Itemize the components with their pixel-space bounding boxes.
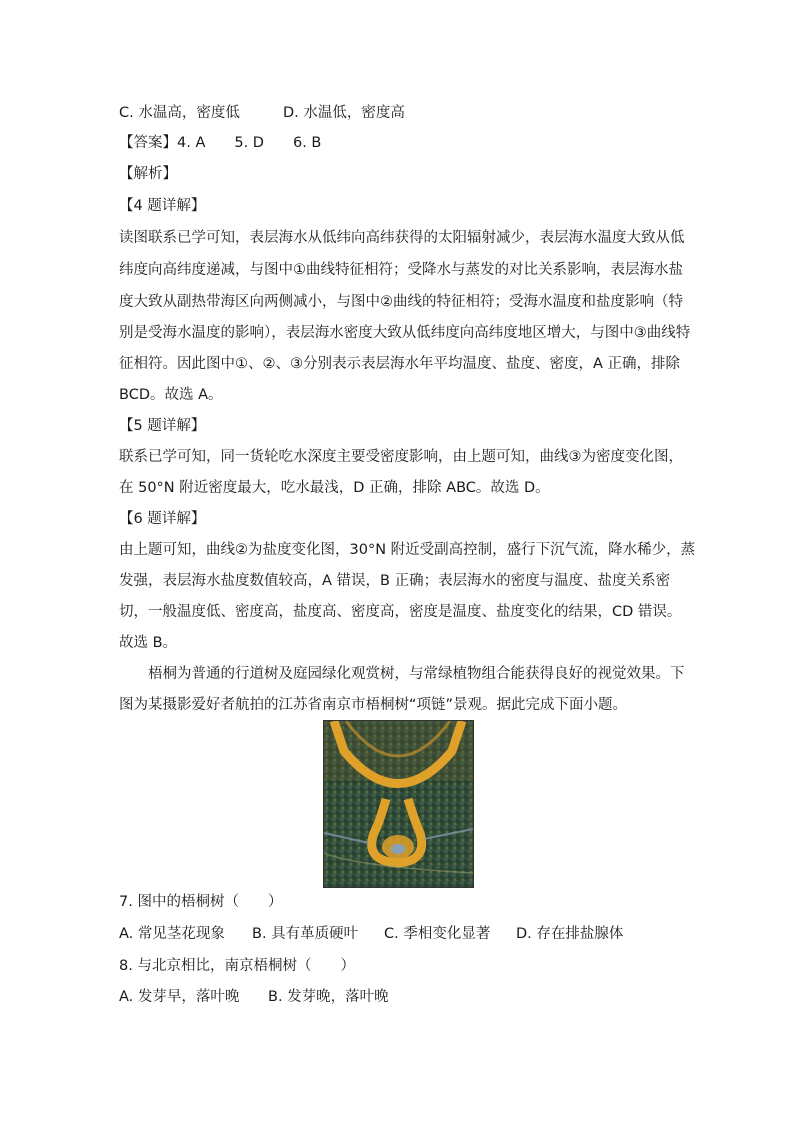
q4-line: 别是受海水温度的影响），表层海水密度大致从低纬度向高纬度地区增大，与图中③曲线特 (119, 325, 691, 341)
q5-line: 在 50°N 附近密度最大，吃水最浅，D 正确，排除 ABC。故选 D。 (119, 480, 550, 496)
q7-option-a[interactable]: A. 常见茎花现象 (119, 926, 225, 942)
q6-line: 由上题可知，曲线②为盐度变化图，30°N 附近受副高控制，盛行下沉气流，降水稀少，蒸 (119, 542, 696, 558)
intro-line: 梧桐为普通的行道树及庭园绿化观赏树，与常绿植物组合能获得良好的视觉效果。下 (148, 666, 685, 682)
option-c: C. 水温高，密度低 (119, 105, 240, 121)
option-d: D. 水温低，密度高 (283, 105, 405, 121)
q6-heading: 【6 题详解】 (119, 511, 206, 527)
q4-line: 读图联系已学可知，表层海水从低纬向高纬获得的太阳辐射减少，表层海水温度大致从低 (119, 230, 685, 246)
q6-line: 切，一般温度低、密度高，盐度高、密度高，密度是温度、盐度变化的结果，CD 错误。 (119, 604, 682, 620)
aerial-photo-ginkgo-necklace (323, 720, 474, 888)
q6-line: 故选 B。 (119, 635, 178, 651)
q6-line: 发强，表层海水盐度数值较高，A 错误，B 正确；表层海水的密度与温度、盐度关系密 (119, 573, 671, 589)
answer-line: 【答案】4. A 5. D 6. B (119, 135, 322, 151)
analysis-heading: 【解析】 (119, 166, 177, 182)
q7-option-b[interactable]: B. 具有革质硬叶 (252, 926, 359, 942)
q5-heading: 【5 题详解】 (119, 418, 206, 434)
q4-line: BCD。故选 A。 (119, 387, 223, 403)
q8-stem: 8. 与北京相比，南京梧桐树（ ） (119, 958, 355, 974)
q7-option-c[interactable]: C. 季相变化显著 (384, 926, 491, 942)
q7-stem: 7. 图中的梧桐树（ ） (119, 894, 283, 910)
q4-line: 度大致从副热带海区向两侧减小，与图中②曲线的特征相符；受海水温度和盐度影响（特 (119, 294, 683, 310)
q7-option-d[interactable]: D. 存在排盐腺体 (516, 926, 624, 942)
q4-line: 纬度向高纬度递减，与图中①曲线特征相符；受降水与蒸发的对比关系影响，表层海水盐 (119, 262, 683, 278)
intro-line: 图为某摄影爱好者航拍的江苏省南京市梧桐树“项链”景观。据此完成下面小题。 (119, 697, 628, 713)
q4-line: 征相符。因此图中①、②、③分别表示表层海水年平均温度、盐度、密度，A 正确，排除 (119, 356, 681, 372)
q5-line: 联系已学可知，同一货轮吃水深度主要受密度影响，由上题可知，曲线③为密度变化图， (119, 449, 683, 465)
q4-heading: 【4 题详解】 (119, 198, 206, 214)
q8-option-b[interactable]: B. 发芽晚，落叶晚 (268, 989, 389, 1005)
q8-option-a[interactable]: A. 发芽早，落叶晚 (119, 989, 240, 1005)
